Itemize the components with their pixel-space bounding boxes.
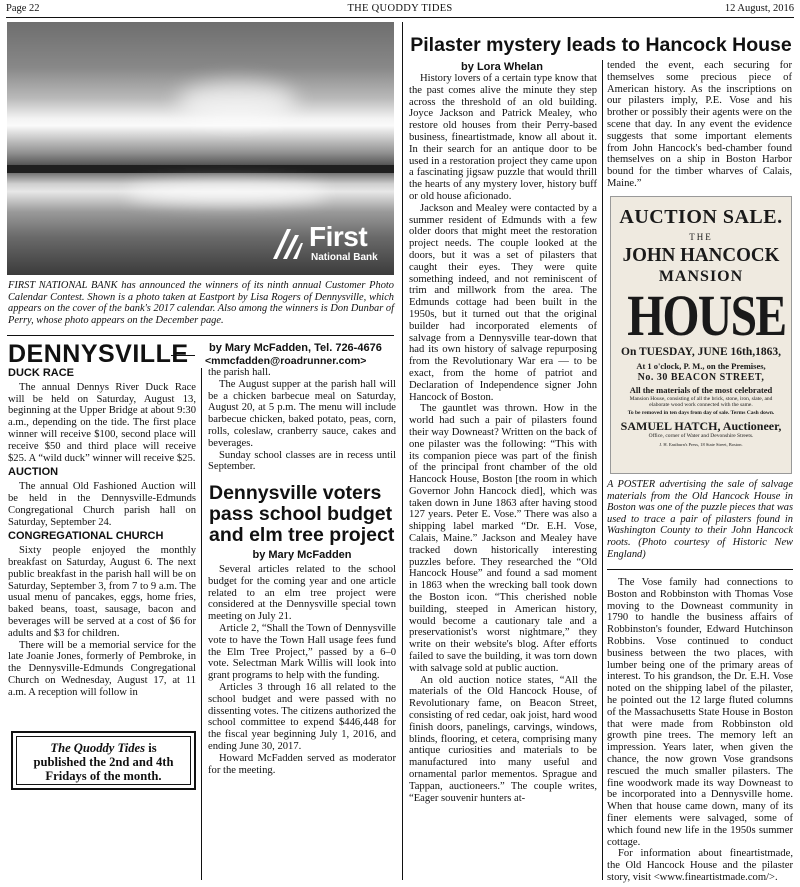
school-p2: Article 2, “Shall the Town of Dennysville vote to have the Town Hall usage fees fund the Elm Tree Project,” passed by a 6–0 vote. Selectman Mark Willis will look into grant programs to help with the funding. (208, 622, 396, 682)
poster-caption: A POSTER advertising the sale of salvage materials from the Old Hancock House in Boston was one of the puzzle pieces that was used to trace a pair of pilasters found in Washington County to their John Hancock roots. (Photo courtesy of Historic New England) (607, 479, 793, 560)
duck-race-text: The annual Dennys River Duck Race will be held on Saturday, August 13, beginning at the Upper Bridge at about 9:30 a.m., depending on the tide. The first place winner will receive $100, second place will receive $50 and third place will receive $25. A “wild duck” winner will receive $25. (8, 381, 196, 464)
paper-name-italic: The Quoddy Tides (50, 741, 146, 755)
first-national-bank-logo (269, 221, 387, 269)
column-divider-3 (602, 60, 603, 880)
pilaster-byline: by Lora Whelan (461, 61, 543, 73)
pilaster-headline: Pilaster mystery leads to Hancock House (410, 34, 792, 56)
school-headline-line-2: pass school budget (209, 503, 393, 525)
dennysville-column-2 (208, 367, 396, 473)
school-p4: Howard McFadden served as moderator for the meeting. (208, 752, 396, 776)
subscribe-line-2: published the 2nd and 4th (33, 755, 174, 769)
school-byline: by Mary McFadden (252, 549, 352, 561)
pilaster-c2-p1: tended the event, each securing for themselves some precious piece of American history. As the inscriptions on our pilasters imply, P.E. Vose and his brother or possibly their agents were on the scene that day. In any event the evidence suggests that some important elements from John Hancock's bed-chamber found themselves on a ship in Boston Harbor bound for the timber wharves of Calais, Maine.” (607, 60, 792, 189)
poster-line-3: JOHN HANCOCK (622, 244, 780, 266)
auction-text: The annual Old Fashioned Auction will be held in the Dennysville-Edmunds Congregational Church parish hall on Saturday, September 24. (8, 481, 196, 528)
poster-line-11: To be removed in ten days from day of sale. Terms Cash down. (627, 409, 775, 416)
school-headline (209, 483, 399, 546)
page-number: Page 22 (6, 3, 40, 14)
sunrise-photo (7, 22, 394, 275)
poster-line-9: All the materials of the most celebrated (629, 385, 773, 395)
duck-race-heading: DUCK RACE (8, 367, 74, 379)
pilaster-column-2-top (607, 60, 792, 190)
poster-line-8: No. 30 BEACON STREET, (637, 372, 765, 383)
bank-logo-icon (269, 225, 305, 261)
dennysville-title: DENNYSVILLE (8, 340, 189, 368)
poster-caption-rule (607, 569, 793, 570)
issue-date: 12 August, 2016 (724, 3, 794, 14)
logo-subtitle: National Bank (311, 252, 378, 263)
church-text-2: There will be a memorial service for the late Joanie Jones, formerly of Pembroke, in the Dennysville-Edmunds Congregational Church on Wednesday, August 17, at 11 a.m. A reception will follow in (8, 639, 196, 698)
poster-line-10: Mansion House, consisting of all the brick, stone, iron, slate, and elaborate wood work connected with the same. (629, 395, 773, 408)
school-headline-line-3: and elm tree project (209, 524, 395, 546)
dennysville-email: <mmcfadden@roadrunner.com> (205, 355, 367, 367)
page-header (6, 3, 794, 17)
photo-caption: FIRST NATIONAL BANK has announced the winners of its ninth annual Customer Photo Calendar Contest. Shown is a photo taken at Eastport by Lisa Rogers of Dennysville, which appears on the cover of the bank's 2017 calendar. Also among the winners is Don Dunbar of Perry, whose photo appears on the December page. (8, 280, 394, 326)
poster-line-14: J. H. Eastburn's Press, 18 State Street, Boston. (659, 441, 743, 447)
title-dash (171, 355, 195, 356)
pilaster-column-2-bottom (607, 577, 793, 884)
column-divider-1 (201, 368, 202, 880)
col2-text-3: Sunday school classes are in recess until September. (208, 449, 396, 473)
poster-line-1: AUCTION SALE. (619, 206, 783, 228)
col2-text-2: The August supper at the parish hall will be a chicken barbecue meal on Saturday, August 20, at 5 p.m. The menu will include barbecue chicken, baked potato, peas, corn, rolls, coleslaw, cranberry sauce, cakes and beverages. (208, 378, 396, 449)
school-p3: Articles 3 through 16 all related to the school budget and were passed with no dissenting votes. The citizens authorized the school committee to expend $446,448 for the fiscal year beginning July 1, 2016, and ending June 30, 2017. (208, 681, 396, 752)
poster-line-2: THE (689, 232, 713, 242)
school-p1: Several articles related to the school budget for the coming year and one article related to an elm tree project were considered at the Dennysville special town meeting on July 21. (208, 564, 396, 623)
subscribe-line-3: Fridays of the month. (45, 769, 162, 783)
logo-name: First (309, 221, 368, 252)
pilaster-c1-p3: The gauntlet was thrown. How in the world had such a pair of pilasters found their way Downeast? Written on the back of one pilaster was the following: “This with its companion piece was part of the finish of the principal front chamber of the old Hancock House, Boston [the room in which Governor John Hancock died], which was taken down in June 1863 after having stood 127 years. Peter E. Vose.” There was also a shipping label marked “Dr. E.H. Vose, Calais, Maine.” Jackson and Mealey have tracked down historically interesting puzzles before. They researched the “Old Hancock House” and found a sad moment in 1863 when the wrecking ball took down the Boston icon. “This cherished noble building, steeped in American history, would become a cautionary tale and a preservationist's worst nightmare,” they write on their website's blog. After efforts failed to save the building, it was torn down with salvage sold at public auction. (409, 403, 597, 674)
school-headline-line-1: Dennysville voters (209, 482, 382, 504)
photo-bottom-rule (7, 335, 394, 336)
col2-text-1: the parish hall. (208, 367, 271, 378)
church-text-1: Sixty people enjoyed the monthly breakfast on Saturday, August 6. The next public breakfast in the parish hall will be on Saturday, September 3, from 7 to 9 a.m. The usual menu of pancakes, eggs, home fries, baked beans, toast, sausage, bacon and beverages will be served at a cost of $6 for adults and $3 for children. (8, 545, 196, 639)
column-divider-2 (402, 22, 403, 880)
dennysville-byline: by Mary McFadden, Tel. 726-4676 (209, 342, 382, 354)
poster-line-13: Office, corner of Water and Devonshire Streets. (648, 433, 754, 439)
pilaster-c1-p1: History lovers of a certain type know that the past comes alive the minute they step across the threshold of an old building. Joyce Jackson and Patrick Mealey, who restore old houses from their Perry-based business, fineartistmade, know all about it. In their search for an antique door to be used in a restoration project they came upon a fascinating jigsaw puzzle that would thrill the hearts of any mystery lover, history buff or old house aficionado. (409, 73, 597, 202)
pilaster-c2-p2: The Vose family had connections to Boston and Robbinston with Thomas Vose moving to the Downeast community in 1790 to handle the business affairs of Robbinston's founder, Edward Hutchinson Robbins. Vose continued to conduct business between the two places, with lumber being one of the primary areas of interest. To his grandson, the Dr. E.H. Vose noted on the shipping label of the pilaster, he pointed out the 12 large fluted columns of the Massachusetts State House in Boston that were made from Robbinston old growth pine trees. The memory left an impression. Years later, when given the chance, the now grown Vose grandsons rescued the much smaller pilasters. The fine woodwork made its way Downeast to be incorporated into a Dennysville home. When that house came down, many of its finer elements were salvaged, some of which found new life in the 1950s summer cottage. (607, 577, 793, 848)
poster-line-7: At 1 o'clock, P. M., on the Premises, (636, 360, 766, 371)
poster-line-4: MANSION (658, 268, 744, 285)
pilaster-c1-p4: An old auction notice states, “All the materials of the Old Hancock House, of Revolutionary fame, on Beacon Street, consisting of red cedar, oak joist, hard wood finish doors, panelings, carvings, windows, blinds, flooring, et cetera, comprising many antique curiosities and materials to be manufactured into many useful and ornamental parlor mementos. Sprague and Tappan, auctioneers.” The couple writes, “Eager souvenir hunters at- (409, 674, 597, 804)
pilaster-column-1 (409, 73, 597, 804)
poster-line-5: HOUSE (627, 283, 786, 348)
header-rule (6, 17, 794, 18)
church-heading: CONGREGATIONAL CHURCH (8, 530, 164, 543)
newspaper-name: THE QUODDY TIDES (347, 3, 453, 14)
publication-schedule-box (11, 731, 196, 790)
auction-poster-image (610, 196, 792, 474)
poster-line-12: SAMUEL HATCH, Auctioneer, (620, 419, 782, 433)
school-article-body (208, 564, 396, 776)
poster-line-6: On TUESDAY, JUNE 16th,1863, (621, 346, 781, 358)
pilaster-c1-p2: Jackson and Mealey were contacted by a summer resident of Edmunds with a few older doors that might meet the restoration project needs. The couple looked at the doors, but it was a set of pilasters that caught their eyes. They were quite something indeed, and not reminiscent of trim and millwork from the area. The Edmunds cottage had been built in the 1950s, but it turned out that the original builder had incorporated elements of salvage from a Dennysville tear-down that had its own history of salvage repurposing from the Revolutionary War era — to be exact, from the home of patriot and Declaration of Independence signer John Hancock of Boston. (409, 202, 597, 403)
pilaster-c2-p3: For information about fineartistmade, the Old Hancock House and the pilaster story, visit <www.fineartistmade.com/>. (607, 848, 793, 883)
subscribe-line-1: is (145, 741, 157, 755)
dennysville-column-1 (8, 368, 196, 699)
auction-heading: AUCTION (8, 466, 59, 479)
